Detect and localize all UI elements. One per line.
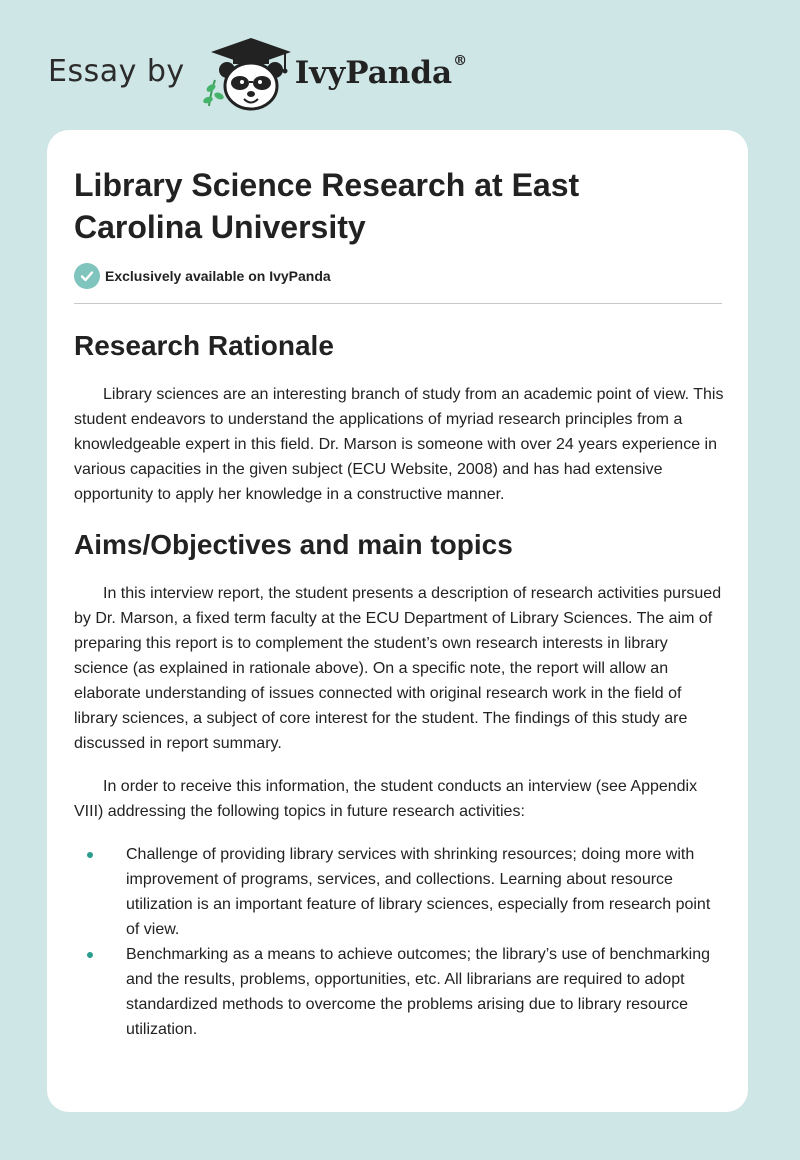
essay-body [74,320,724,1042]
essay-card [47,130,748,1112]
section-heading: Research Rationale [74,330,334,361]
essay-title: Library Science Research at East Carolina University [74,167,580,245]
section-heading: Aims/Objectives and main topics [74,529,513,560]
paragraph: In this interview report, the student presents a description of research activities pursued by Dr. Marson, a fixed term faculty at the ECU Department of Library Sciences. The aim of preparing this report is to complement the student’s own research interests in library science (as explained in rationale above). On a specific note, the report will allow an elaborate understanding of issues connected with original research work in the field of library sciences, a subject of core interest for the student. The findings of this study are discussed in report summary. [74,585,722,752]
checkmark-icon [74,263,100,289]
panda-logo-icon[interactable] [199,36,293,112]
brand-name[interactable] [295,53,467,91]
list-item [74,942,724,1042]
paragraph: In order to receive this information, the student conducts an interview (see Appendix VIII) addressing the following topics in future research activities: [74,778,698,820]
list-item-text: Benchmarking as a means to achieve outcomes; the library’s use of benchmarking and the results, problems, opportunities, etc. All librarians are required to adopt standardized methods to overcome the problems arising due to library resource utilization. [126,946,711,1038]
bullet-dot-icon [87,952,93,958]
section-aims-objectives [74,525,724,1042]
topics-list [74,842,724,1042]
section-research-rationale [74,326,724,507]
site-header [48,36,467,112]
list-item [74,842,724,942]
exclusive-badge-label: Exclusively available on IvyPanda [105,268,331,284]
essay-by-label: Essay by [48,53,185,89]
title-divider [74,303,722,304]
list-item-text: Challenge of providing library services with shrinking resources; doing more with improvement of programs, services, and collections. Learning about resource utilization is an important feature of library sciences, especially from research point of view. [126,846,711,938]
paragraph: Library sciences are an interesting branch of study from an academic point of view. This student endeavors to understand the applications of myriad research principles from a knowledgeable expert in this field. Dr. Marson is someone with over 24 years experience in various capacities in the given subject (ECU Website, 2008) and has had extensive opportunity to apply her knowledge in a constructive manner. [74,386,724,503]
exclusive-badge [74,263,331,289]
registered-mark: ® [453,53,468,69]
bullet-dot-icon [87,852,93,858]
brand-text: IvyPanda [294,55,453,91]
